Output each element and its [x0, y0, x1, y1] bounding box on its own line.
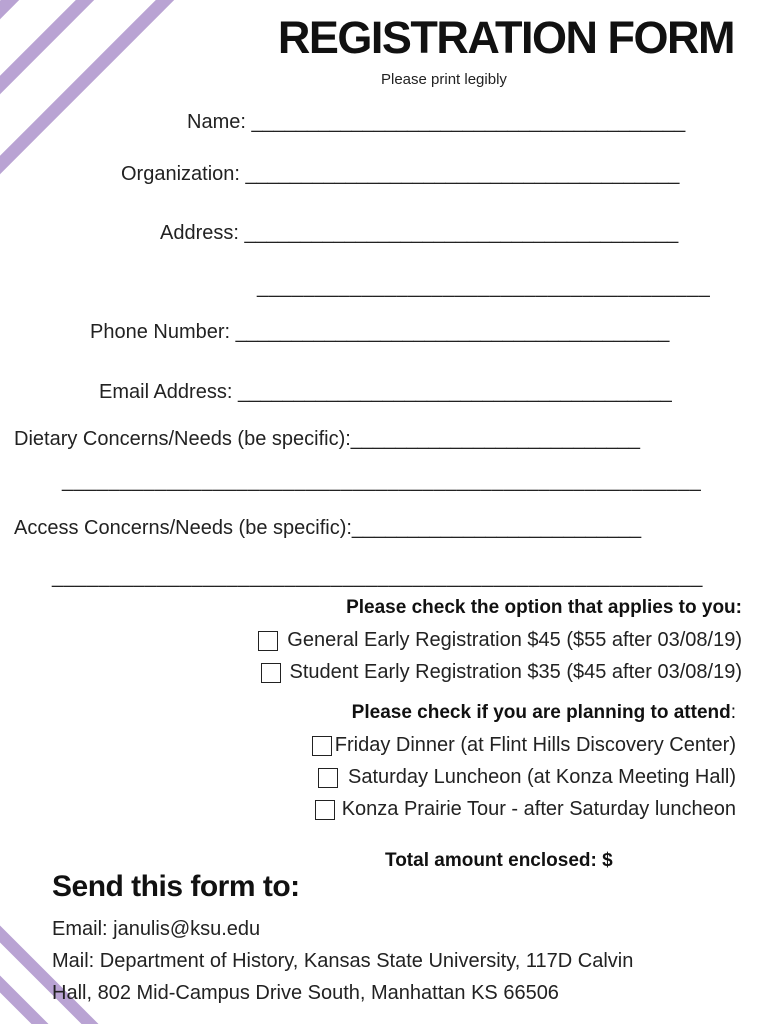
- form-subtitle: Please print legibly: [381, 71, 507, 88]
- name-field[interactable]: Name: _______________________________________: [187, 111, 686, 133]
- send-heading: Send this form to:: [52, 870, 300, 903]
- contact-email: Email: janulis@ksu.edu: [52, 918, 261, 940]
- attendance-heading-text: Please check if you are planning to attend: [351, 702, 731, 723]
- konza-tour-checkbox[interactable]: [315, 800, 335, 820]
- friday-dinner-label: Friday Dinner (at Flint Hills Discovery Center): [334, 734, 736, 756]
- dietary-line-2[interactable]: _______________________________________________________: [62, 470, 702, 492]
- organization-field[interactable]: Organization: _______________________________________: [121, 163, 680, 185]
- saturday-luncheon-checkbox[interactable]: [318, 768, 338, 788]
- dietary-field[interactable]: Dietary Concerns/Needs (be specific):__________________________: [14, 428, 640, 450]
- konza-tour-label: Konza Prairie Tour - after Saturday luncheon: [341, 798, 736, 820]
- contact-mail-line-1: Mail: Department of History, Kansas State University, 117D Calvin: [52, 950, 634, 972]
- attendance-heading-colon: :: [730, 702, 736, 723]
- address-line-2[interactable]: _______________________________________: [257, 276, 711, 298]
- attend-option-konza-tour[interactable]: [315, 798, 736, 821]
- general-registration-label: General Early Registration $45 ($55 after 03/08/19): [287, 629, 742, 651]
- access-line-2[interactable]: ________________________________________________________: [52, 566, 703, 588]
- registration-option-student[interactable]: [261, 661, 743, 684]
- friday-dinner-checkbox[interactable]: [312, 736, 332, 756]
- registration-option-general[interactable]: [258, 629, 742, 652]
- address-field[interactable]: Address: _______________________________________: [160, 222, 679, 244]
- saturday-luncheon-label: Saturday Luncheon (at Konza Meeting Hall): [347, 766, 736, 788]
- attendance-heading: [352, 702, 736, 724]
- registration-heading: Please check the option that applies to you:: [346, 597, 742, 618]
- attend-option-saturday-luncheon[interactable]: [318, 766, 736, 789]
- student-registration-label: Student Early Registration $35 ($45 after 03/08/19): [289, 661, 742, 683]
- attend-option-friday-dinner[interactable]: [312, 734, 736, 757]
- total-amount-label: Total amount enclosed: $: [385, 850, 613, 871]
- general-registration-checkbox[interactable]: [258, 631, 278, 651]
- student-registration-checkbox[interactable]: [261, 663, 281, 683]
- contact-mail-line-2: Hall, 802 Mid-Campus Drive South, Manhattan KS 66506: [52, 982, 559, 1004]
- email-field[interactable]: Email Address: _______________________________________: [99, 381, 672, 403]
- phone-field[interactable]: Phone Number: _______________________________________: [90, 321, 670, 343]
- access-field[interactable]: Access Concerns/Needs (be specific):__________________________: [14, 517, 642, 539]
- form-title: REGISTRATION FORM: [277, 12, 734, 63]
